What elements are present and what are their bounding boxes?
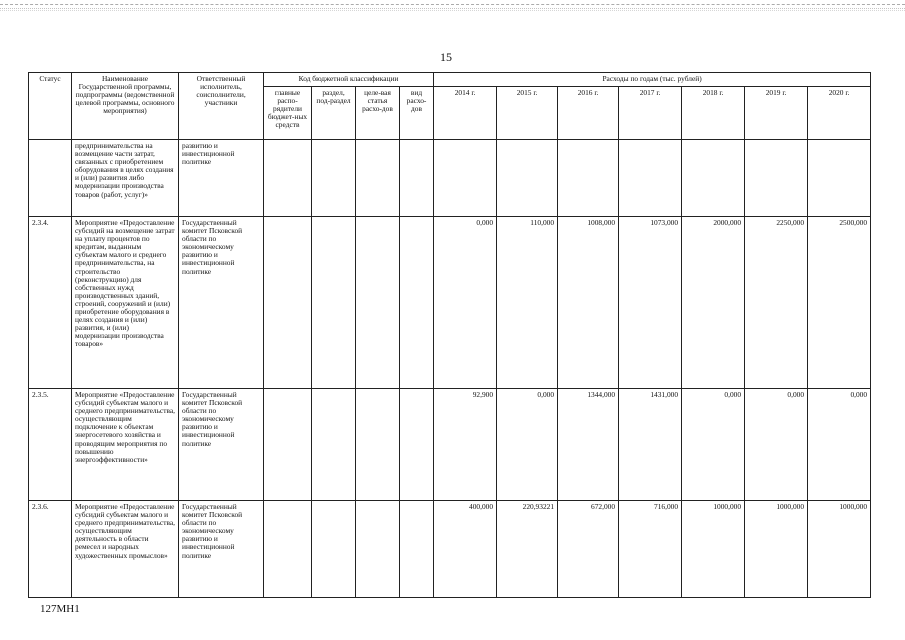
expense-cell: 1008,000: [558, 217, 619, 389]
header-year: 2015 г.: [497, 87, 558, 140]
budget-code-cell: [356, 389, 400, 501]
program-name-cell: Мероприятие «Предоставление субсидий субъектам малого и среднего предпринимательства, осуществляющим деятельность в области ремесел и народных художественных промыслов»: [72, 501, 179, 598]
expense-cell: 1000,000: [745, 501, 808, 598]
expense-cell: [682, 140, 745, 217]
expense-cell: [558, 140, 619, 217]
budget-code-cell: [312, 501, 356, 598]
table-row: [29, 217, 871, 389]
header-status: Статус: [29, 73, 72, 140]
executor-cell: Государственный комитет Псковской области по экономическому развитию и инвестиционной политике: [179, 389, 264, 501]
budget-code-cell: [312, 140, 356, 217]
budget-code-cell: [356, 217, 400, 389]
budget-code-cell: [264, 501, 312, 598]
program-name-cell: предпринимательства на возмещение части затрат, связанных с приобретением оборудования в целях создания и (или) развития либо модернизации производства товаров (работ, услуг)»: [72, 140, 179, 217]
scan-artifact-line: [0, 10, 905, 12]
page-number: 15: [440, 50, 452, 64]
expense-cell: 220,93221: [497, 501, 558, 598]
header-year: 2018 г.: [682, 87, 745, 140]
expense-cell: [808, 140, 871, 217]
status-cell: [29, 140, 72, 217]
expense-cell: [497, 140, 558, 217]
header-year: 2014 г.: [434, 87, 497, 140]
expense-cell: 1000,000: [808, 501, 871, 598]
budget-table: [28, 72, 871, 598]
status-cell: 2.3.6.: [29, 501, 72, 598]
header-year: 2017 г.: [619, 87, 682, 140]
expense-cell: 0,000: [808, 389, 871, 501]
expense-cell: [745, 140, 808, 217]
expense-cell: 2000,000: [682, 217, 745, 389]
budget-code-cell: [400, 217, 434, 389]
status-cell: 2.3.4.: [29, 217, 72, 389]
expense-cell: 1431,000: [619, 389, 682, 501]
expense-cell: 0,000: [497, 389, 558, 501]
header-budget-code: целе-вая статья расхо-дов: [356, 87, 400, 140]
header-budget-code: главные распо-рядители бюджет-ных средств: [264, 87, 312, 140]
expense-cell: 110,000: [497, 217, 558, 389]
expense-cell: 1073,000: [619, 217, 682, 389]
expense-cell: 672,000: [558, 501, 619, 598]
header-program: Наименование Государственной программы, подпрограммы (ведомственной целевой программы, основного мероприятия): [72, 73, 179, 140]
expense-cell: 2250,000: [745, 217, 808, 389]
executor-cell: Государственный комитет Псковской области по экономическому развитию и инвестиционной политике: [179, 501, 264, 598]
expense-cell: 92,900: [434, 389, 497, 501]
budget-code-cell: [356, 501, 400, 598]
header-budget-code: раздел, под-раздел: [312, 87, 356, 140]
expense-cell: 400,000: [434, 501, 497, 598]
table-row: [29, 389, 871, 501]
budget-code-cell: [312, 217, 356, 389]
budget-code-cell: [264, 140, 312, 217]
budget-code-cell: [400, 140, 434, 217]
document-code: 127МН1: [40, 603, 80, 615]
table-row: [29, 140, 871, 217]
executor-cell: развитию и инвестиционной политике: [179, 140, 264, 217]
expense-cell: 1000,000: [682, 501, 745, 598]
program-name-cell: Мероприятие «Предоставление субсидий на возмещение затрат на уплату процентов по кредитам, выданным субъектам малого и среднего предпринимательства, на строительство (реконструкцию) для собственных нужд производственных зданий, строений, сооружений и (или) приобретение оборудования в целях создания и (или) развития, и (или) модернизации производства товаров»: [72, 217, 179, 389]
budget-code-cell: [312, 389, 356, 501]
table-row: [29, 501, 871, 598]
budget-code-cell: [264, 217, 312, 389]
expense-cell: [619, 140, 682, 217]
header-year: 2020 г.: [808, 87, 871, 140]
budget-code-cell: [400, 501, 434, 598]
program-name-cell: Мероприятие «Предоставление субсидий субъектам малого и среднего предпринимательства, осуществляющим подключение к объектам энергосетевого хозяйства и проводящим мероприятия по повышению энергоэффективности»: [72, 389, 179, 501]
header-executor: Ответственный исполнитель, соисполнители, участники: [179, 73, 264, 140]
budget-code-cell: [356, 140, 400, 217]
expense-cell: 716,000: [619, 501, 682, 598]
expense-cell: 2500,000: [808, 217, 871, 389]
header-year: 2016 г.: [558, 87, 619, 140]
header-budget-code: вид расхо-дов: [400, 87, 434, 140]
header-year: 2019 г.: [745, 87, 808, 140]
expense-cell: 0,000: [745, 389, 808, 501]
header-expenses-group: Расходы по годам (тыс. рублей): [434, 73, 871, 87]
executor-cell: Государственный комитет Псковской области по экономическому развитию и инвестиционной политике: [179, 217, 264, 389]
expense-cell: 1344,000: [558, 389, 619, 501]
expense-cell: 0,000: [434, 217, 497, 389]
status-cell: 2.3.5.: [29, 389, 72, 501]
header-budget-code-group: Код бюджетной классификации: [264, 73, 434, 87]
expense-cell: 0,000: [682, 389, 745, 501]
expense-cell: [434, 140, 497, 217]
budget-code-cell: [400, 389, 434, 501]
budget-code-cell: [264, 389, 312, 501]
scan-artifact-line: [0, 4, 905, 9]
